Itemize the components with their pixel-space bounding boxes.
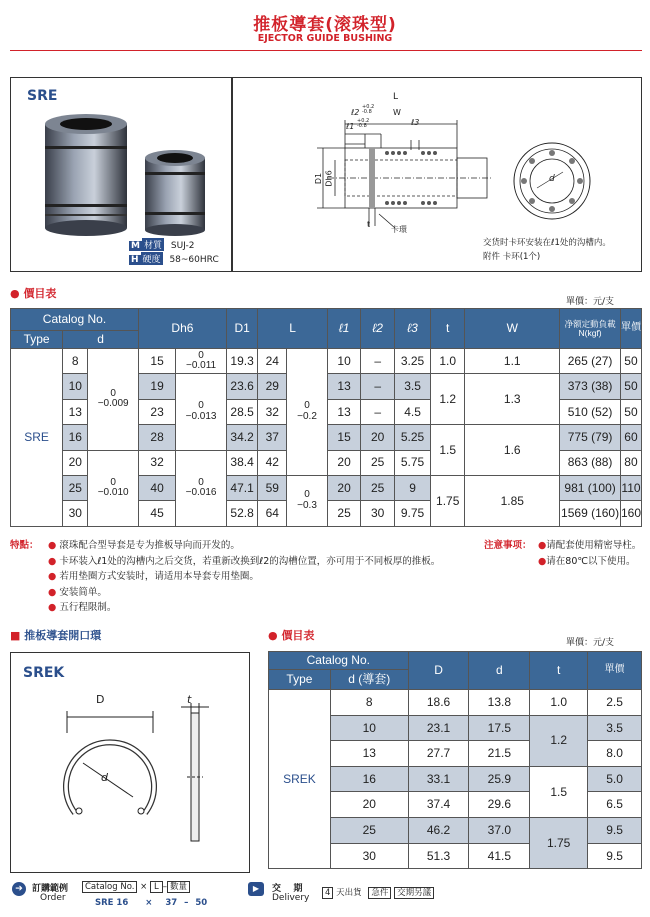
feature-item: ● 卡环装入ℓ1处的沟槽内之后交货，若重新改换到ℓ2的沟槽位置，亦可用于不同板厚的推板。 bbox=[48, 555, 441, 567]
d-cell: 25 bbox=[63, 475, 88, 500]
load-cell: 1569 (160) bbox=[560, 501, 621, 526]
price-cell: 60 bbox=[620, 425, 641, 450]
d-tol-2 bbox=[88, 450, 139, 526]
features-title: 特點： bbox=[10, 540, 39, 551]
price-section-title: ● 價目表 bbox=[10, 287, 57, 300]
w-cell: 1.1 bbox=[465, 349, 560, 374]
l3-cell: 3.25 bbox=[394, 349, 430, 374]
l2-cell: – bbox=[361, 399, 395, 424]
d-cell: 10 bbox=[63, 374, 88, 399]
order-ex-L: 37 bbox=[165, 898, 178, 908]
title-divider bbox=[10, 50, 642, 51]
material-label: 材質 bbox=[142, 238, 164, 251]
delivery-urgent: 急件 bbox=[368, 887, 391, 899]
ring-d-cell: 20 bbox=[330, 792, 408, 818]
d-cell: 30 bbox=[63, 501, 88, 526]
feature-text: 若用垫圈方式安装时，请适用本导套专用垫圈。 bbox=[59, 571, 259, 582]
dh6-cell: 45 bbox=[138, 501, 175, 526]
th-l3: ℓ3 bbox=[394, 309, 430, 349]
l2-cell: 25 bbox=[361, 475, 395, 500]
l3-cell: 9.75 bbox=[394, 501, 430, 526]
ring-price-label: 價目表 bbox=[281, 629, 315, 642]
ring-price-cell: 9.5 bbox=[588, 843, 642, 869]
d-tol-1-upper: 0 bbox=[110, 387, 116, 399]
l3-cell: 4.5 bbox=[394, 399, 430, 424]
product-code: SRE bbox=[27, 88, 58, 104]
ring-price-cell: 9.5 bbox=[588, 817, 642, 843]
material-value: SUJ-2 bbox=[170, 241, 195, 251]
ring-D-cell: 37.4 bbox=[408, 792, 469, 818]
ring-D-cell: 46.2 bbox=[408, 817, 469, 843]
dh6-tol-3-lower: −0.016 bbox=[185, 487, 217, 499]
ring-dim-t: t bbox=[187, 693, 192, 706]
feature-text: 滾珠配合型导套是专为推板导向而开发的。 bbox=[59, 540, 240, 551]
delivery-negotiate: 交期另議 bbox=[394, 887, 434, 899]
ring-D-cell: 27.7 bbox=[408, 741, 469, 767]
l2-cell: – bbox=[361, 349, 395, 374]
ring-d-cell: 8 bbox=[330, 690, 408, 716]
caution-text: 请在80℃以下使用。 bbox=[546, 555, 636, 567]
ring-type-cell: SREK bbox=[269, 690, 331, 869]
ring-section-label: 推板導套開口環 bbox=[24, 629, 102, 642]
ring-panel bbox=[10, 652, 250, 873]
load-cell: 265 (27) bbox=[560, 349, 621, 374]
dim-Dh6: Dh6 bbox=[324, 170, 334, 187]
delivery-note: 交货时卡环安装在ℓ1处的沟槽内。 bbox=[483, 238, 611, 248]
dim-l1: ℓ1 bbox=[346, 122, 355, 131]
ring-D-cell: 18.6 bbox=[408, 690, 469, 716]
l2-cell: 25 bbox=[361, 450, 395, 475]
th-price: 單價 bbox=[620, 309, 641, 349]
ring-th-catalog: Catalog No. bbox=[269, 652, 409, 670]
d1-cell: 28.5 bbox=[226, 399, 257, 424]
l1-cell: 10 bbox=[327, 349, 361, 374]
l1-cell: 15 bbox=[327, 425, 361, 450]
dh6-tol-2-lower: −0.013 bbox=[185, 410, 217, 422]
caution-item: ●请配套使用精密导柱。 bbox=[538, 540, 642, 551]
feature-item: ● 安装简单。 bbox=[48, 586, 107, 598]
ring-price-table bbox=[268, 651, 642, 869]
dim-L: L bbox=[393, 92, 399, 102]
order-ex-code: SRE 16 bbox=[95, 898, 129, 908]
l3-cell: 5.75 bbox=[394, 450, 430, 475]
d-tol-2-lower: −0.010 bbox=[97, 487, 129, 499]
page-title: 推板導套(滚珠型) bbox=[253, 15, 397, 35]
dh6-cell: 28 bbox=[138, 425, 175, 450]
price-cell: 80 bbox=[620, 450, 641, 475]
ring-th-D: D bbox=[408, 652, 469, 690]
d-tol-1 bbox=[88, 349, 139, 451]
ring-price-cell: 5.0 bbox=[588, 766, 642, 792]
ring-t-cell: 1.5 bbox=[530, 766, 588, 817]
price-unit: 單價：元/支 bbox=[566, 297, 615, 307]
hardness-label: 硬度 bbox=[141, 252, 163, 265]
price-cell: 50 bbox=[620, 374, 641, 399]
d-cell: 13 bbox=[63, 399, 88, 424]
l-tol-2-upper: 0 bbox=[304, 489, 310, 501]
order-cn: 訂購範例 bbox=[32, 884, 69, 894]
ring-d2-cell: 21.5 bbox=[469, 741, 530, 767]
order-x: × bbox=[140, 882, 148, 892]
d-cell: 20 bbox=[63, 450, 88, 475]
dim-W: W bbox=[393, 108, 401, 117]
dh6-cell: 23 bbox=[138, 399, 175, 424]
l1-cell: 20 bbox=[327, 475, 361, 500]
l-cell: 37 bbox=[258, 425, 287, 450]
l1-cell: 13 bbox=[327, 374, 361, 399]
l3-cell: 9 bbox=[394, 475, 430, 500]
l1-cell: 25 bbox=[327, 501, 361, 526]
delivery-ship: 天出貨 bbox=[336, 888, 362, 898]
d1-cell: 38.4 bbox=[226, 450, 257, 475]
hardness-badge: H bbox=[131, 255, 139, 265]
th-w: W bbox=[465, 309, 560, 349]
ring-t-cell: 1.75 bbox=[530, 817, 588, 868]
price-section-label: 價目表 bbox=[23, 287, 57, 300]
dh6-tol-3 bbox=[176, 450, 227, 526]
l-cell: 24 bbox=[258, 349, 287, 374]
bushing-photo bbox=[41, 108, 211, 238]
w-cell: 1.3 bbox=[465, 374, 560, 425]
ring-th-d: d bbox=[469, 652, 530, 690]
delivery-days: 4 bbox=[322, 887, 333, 899]
material-row bbox=[129, 238, 227, 251]
ring-d2-cell: 17.5 bbox=[469, 715, 530, 741]
ring-code: SREK bbox=[23, 665, 65, 681]
d1-cell: 52.8 bbox=[226, 501, 257, 526]
th-l1: ℓ1 bbox=[327, 309, 361, 349]
dh6-tol-2 bbox=[176, 374, 227, 450]
ring-D-cell: 33.1 bbox=[408, 766, 469, 792]
caution-title: 注意事项： bbox=[484, 540, 532, 551]
ring-d-cell: 30 bbox=[330, 843, 408, 869]
ring-d2-cell: 29.6 bbox=[469, 792, 530, 818]
ring-d-cell: 10 bbox=[330, 715, 408, 741]
order-icon: ➔ bbox=[12, 882, 26, 896]
l-tol-1-upper: 0 bbox=[304, 400, 310, 412]
dim-D1: D1 bbox=[314, 172, 324, 185]
ring-d2-cell: 13.8 bbox=[469, 690, 530, 716]
order-ex-x: × bbox=[145, 898, 153, 908]
ring-d-cell: 16 bbox=[330, 766, 408, 792]
w-cell: 1.85 bbox=[465, 475, 560, 526]
dim-d: d bbox=[549, 174, 555, 184]
dh6-cell: 19 bbox=[138, 374, 175, 399]
load-cell: 863 (88) bbox=[560, 450, 621, 475]
l-cell: 59 bbox=[258, 475, 287, 500]
ring-t-cell: 1.0 bbox=[530, 690, 588, 716]
feature-item: ● 五行程限制。 bbox=[48, 602, 117, 613]
price-cell: 110 bbox=[620, 475, 641, 500]
ring-price-cell: 2.5 bbox=[588, 690, 642, 716]
ring-d2-cell: 41.5 bbox=[469, 843, 530, 869]
ring-price-unit: 單價：元/支 bbox=[566, 638, 615, 648]
page-subtitle: EJECTOR GUIDE BUSHING bbox=[257, 33, 393, 44]
dh6-tol-3-upper: 0 bbox=[198, 476, 204, 488]
delivery-terms bbox=[322, 886, 434, 898]
d-cell: 16 bbox=[63, 425, 88, 450]
l3-cell: 5.25 bbox=[394, 425, 430, 450]
l-tol-2 bbox=[287, 475, 328, 526]
order-format bbox=[82, 880, 190, 892]
th-l2: ℓ2 bbox=[361, 309, 395, 349]
d-tol-2-upper: 0 bbox=[110, 476, 116, 488]
dh6-cell: 32 bbox=[138, 450, 175, 475]
product-panel bbox=[10, 77, 232, 272]
l-tol-1-lower: −0.2 bbox=[297, 410, 317, 422]
dh6-tol-1-upper: 0 bbox=[198, 349, 204, 361]
d1-cell: 23.6 bbox=[226, 374, 257, 399]
accessory-note: 附件 卡环(1个) bbox=[483, 252, 541, 262]
dim-l1-tol: +0.2 -0.8 bbox=[357, 118, 370, 129]
ring-price-cell: 6.5 bbox=[588, 792, 642, 818]
d1-cell: 34.2 bbox=[226, 425, 257, 450]
dh6-cell: 15 bbox=[138, 349, 175, 374]
feature-item: ● 若用垫圈方式安装时，请适用本导套专用垫圈。 bbox=[48, 571, 259, 582]
l1-cell: 20 bbox=[327, 450, 361, 475]
ring-section-title: ■ 推板導套開口環 bbox=[10, 629, 102, 642]
delivery-cn: 交 期 bbox=[272, 884, 303, 894]
l2-cell: 30 bbox=[361, 501, 395, 526]
hardness-row bbox=[129, 252, 229, 265]
ring-d2-cell: 37.0 bbox=[469, 817, 530, 843]
t-cell: 1.75 bbox=[431, 475, 465, 526]
d1-cell: 47.1 bbox=[226, 475, 257, 500]
ring-th-dbushing: d (導套) bbox=[330, 670, 408, 690]
load-cell: 981 (100) bbox=[560, 475, 621, 500]
order-dash: – bbox=[162, 882, 167, 892]
order-example bbox=[95, 898, 207, 908]
feature-text: 卡环装入ℓ1处的沟槽内之后交货，若重新改换到ℓ2的沟槽位置，亦可用于不同板厚的推板。 bbox=[59, 555, 441, 567]
delivery-en: Delivery bbox=[272, 893, 310, 903]
ring-dim-d: d bbox=[101, 771, 108, 784]
l-cell: 32 bbox=[258, 399, 287, 424]
l-cell: 29 bbox=[258, 374, 287, 399]
l3-cell: 3.5 bbox=[394, 374, 430, 399]
ring-d2-cell: 25.9 bbox=[469, 766, 530, 792]
th-load: 净额定動負載N(kgf) bbox=[560, 309, 621, 349]
l1-cell: 13 bbox=[327, 399, 361, 424]
ring-price-title: ● 價目表 bbox=[268, 629, 315, 642]
dim-l2-tol: +0.2 -0.8 bbox=[362, 104, 375, 115]
l2-cell: – bbox=[361, 374, 395, 399]
load-cell: 775 (79) bbox=[560, 425, 621, 450]
t-cell: 1.2 bbox=[431, 374, 465, 425]
truck-icon: ▶ bbox=[248, 882, 264, 896]
type-cell: SRE bbox=[11, 349, 63, 527]
dim-l3: ℓ3 bbox=[411, 118, 420, 127]
ring-D-cell: 23.1 bbox=[408, 715, 469, 741]
order-en: Order bbox=[40, 893, 66, 903]
hardness-value: 58~60HRC bbox=[169, 255, 219, 265]
load-cell: 373 (38) bbox=[560, 374, 621, 399]
price-cell: 50 bbox=[620, 399, 641, 424]
l-cell: 64 bbox=[258, 501, 287, 526]
ring-D-cell: 51.3 bbox=[408, 843, 469, 869]
l2-cell: 20 bbox=[361, 425, 395, 450]
l-cell: 42 bbox=[258, 450, 287, 475]
ring-dim-D: D bbox=[96, 693, 105, 706]
feature-text: 安装简单。 bbox=[59, 586, 107, 598]
ring-callout: 卡環 bbox=[391, 225, 407, 234]
load-cell: 510 (52) bbox=[560, 399, 621, 424]
caution-text: 请配套使用精密导柱。 bbox=[546, 540, 642, 551]
ring-price-cell: 3.5 bbox=[588, 715, 642, 741]
d1-cell: 19.3 bbox=[226, 349, 257, 374]
l-tol-2-lower: −0.3 bbox=[297, 499, 317, 511]
ring-t-cell: 1.2 bbox=[530, 715, 588, 766]
dim-t: t bbox=[367, 220, 371, 229]
th-d: d bbox=[63, 331, 139, 349]
dh6-tol-2-upper: 0 bbox=[198, 400, 204, 412]
drawing-panel bbox=[232, 77, 642, 272]
d-tol-1-lower: −0.009 bbox=[97, 398, 129, 410]
w-cell: 1.6 bbox=[465, 425, 560, 476]
ring-d-cell: 25 bbox=[330, 817, 408, 843]
order-ex-dash: – bbox=[184, 898, 189, 908]
bushing-drawing bbox=[283, 88, 528, 238]
ring-th-type: Type bbox=[269, 670, 331, 690]
dh6-tol-1-lower: −0.011 bbox=[186, 360, 217, 372]
footer bbox=[0, 876, 650, 917]
th-d1: D1 bbox=[226, 309, 257, 349]
order-L: L bbox=[150, 881, 163, 893]
order-ex-qty: 50 bbox=[195, 898, 208, 908]
dim-l2: ℓ2 bbox=[351, 108, 360, 117]
feature-text: 五行程限制。 bbox=[59, 602, 117, 613]
dh6-cell: 40 bbox=[138, 475, 175, 500]
th-l: L bbox=[258, 309, 327, 349]
price-cell: 50 bbox=[620, 349, 641, 374]
material-badge: M bbox=[131, 241, 140, 251]
dh6-tol-1 bbox=[176, 349, 227, 374]
ring-th-t: t bbox=[530, 652, 588, 690]
caution-item: ●请在80℃以下使用。 bbox=[538, 555, 636, 567]
ring-d-cell: 13 bbox=[330, 741, 408, 767]
price-table bbox=[10, 308, 642, 527]
order-qty: 數量 bbox=[167, 881, 190, 893]
th-t: t bbox=[431, 309, 465, 349]
order-catalog: Catalog No. bbox=[82, 881, 137, 893]
th-dh6: Dh6 bbox=[138, 309, 226, 349]
d-cell: 8 bbox=[63, 349, 88, 374]
feature-item: ● 滾珠配合型导套是专为推板导向而开发的。 bbox=[48, 540, 240, 551]
price-cell: 160 bbox=[620, 501, 641, 526]
ring-th-price: 單價 bbox=[588, 652, 642, 690]
ring-drawing bbox=[21, 693, 246, 863]
l-tol-1 bbox=[287, 349, 328, 476]
t-cell: 1.5 bbox=[431, 425, 465, 476]
th-type: Type bbox=[11, 331, 63, 349]
th-catalog: Catalog No. bbox=[11, 309, 139, 331]
t-cell: 1.0 bbox=[431, 349, 465, 374]
ring-price-cell: 8.0 bbox=[588, 741, 642, 767]
